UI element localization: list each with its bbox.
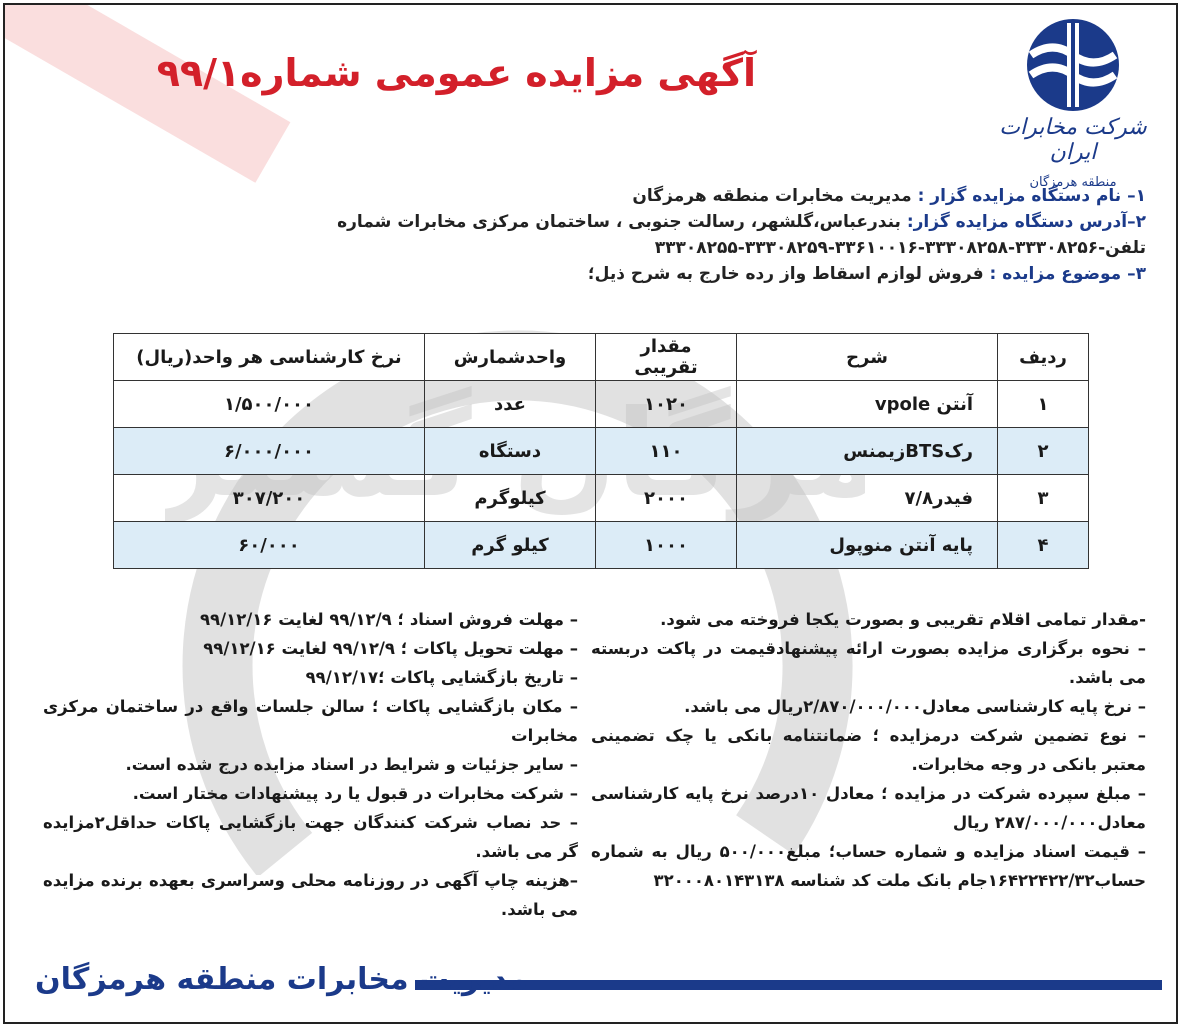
col-header-quantity: مقدار تقریبی [596, 334, 737, 381]
term-item: – تاریخ بازگشایی پاکات ؛۹۹/۱۲/۱۷ [305, 668, 578, 687]
term-item: – نحوه برگزاری مزایده بصورت ارائه پیشنهادقیمت در پاکت دربسته می باشد. [591, 639, 1146, 687]
cell-quantity: ۱۰۰۰ [596, 522, 737, 569]
term-item: –هزینه چاپ آگهی در روزنامه محلی وسراسری بعهده برنده مزایده می باشد. [43, 871, 578, 919]
cell-row-number: ۲ [998, 428, 1089, 475]
info-item-3-value: فروش لوازم اسقاط واز رده خارج به شرح ذیل؛ [587, 264, 990, 284]
cell-unit: دستگاه [425, 428, 596, 475]
company-logo [998, 15, 1148, 190]
info-item-3-label: ۳– موضوع مزایده : [989, 264, 1146, 284]
cell-unit-price: ۶۰/۰۰۰ [114, 522, 425, 569]
cell-description: پایه آنتن منوپول [737, 522, 998, 569]
cell-unit: عدد [425, 381, 596, 428]
terms-right-column [591, 605, 1146, 895]
table-row [114, 381, 1089, 428]
cell-unit: کیلو گرم [425, 522, 596, 569]
table-row [114, 522, 1089, 569]
col-header-unit-price: نرخ کارشناسی هر واحد(ریال) [114, 334, 425, 381]
col-header-description: شرح [737, 334, 998, 381]
telecom-logo-icon [1023, 15, 1123, 115]
term-item: – نوع تضمین شرکت درمزایده ؛ ضمانتنامه بانکی یا چک تضمینی معتبر بانکی در وجه مخابرات. [591, 726, 1146, 774]
info-item-1-label: ۱– نام دستگاه مزایده گزار : [917, 186, 1146, 206]
info-item-1-value: مدیریت مخابرات منطقه هرمزگان [632, 186, 918, 206]
term-item: – مهلت فروش اسناد ؛ ۹۹/۱۲/۹ لغایت ۹۹/۱۲/۱۶ [199, 610, 578, 629]
notice-info [36, 183, 1146, 287]
cell-description: آنتن vpole [737, 381, 998, 428]
term-item: – مهلت تحویل پاکات ؛ ۹۹/۱۲/۹ لغایت ۹۹/۱۲/۱۶ [203, 639, 578, 658]
term-item: – مکان بازگشایی پاکات ؛ سالن جلسات واقع در ساختمان مرکزی مخابرات [43, 697, 578, 745]
cell-quantity: ۱۱۰ [596, 428, 737, 475]
term-item: – مبلغ سپرده شرکت در مزایده ؛ معادل ۱۰درصد نرخ پایه کارشناسی معادل۲۸۷/۰۰۰/۰۰۰ ریال [591, 784, 1146, 832]
cell-quantity: ۲۰۰۰ [596, 475, 737, 522]
info-item-2-value: بندرعباس،گلشهر، رسالت جنوبی ، ساختمان مرکزی مخابرات شماره تلفن-۳۳۳۰۸۲۵۶-۳۳۳۰۸۲۵۸-۳۳۶۱۰۰۱۶-۳۳۳۰۸۲۵۹-۳۳۳۰۸۲۵۵ [337, 212, 1146, 258]
cell-unit-price: ۱/۵۰۰/۰۰۰ [114, 381, 425, 428]
cell-description: رکBTSزیمنس [737, 428, 998, 475]
info-item-1 [36, 183, 1146, 209]
col-header-row-number: ردیف [998, 334, 1089, 381]
cell-quantity: ۱۰۲۰ [596, 381, 737, 428]
cell-unit-price: ۳۰۷/۲۰۰ [114, 475, 425, 522]
term-item: -مقدار تمامی اقلام تقریبی و بصورت یکجا فروخته می شود. [660, 610, 1146, 629]
term-item: – نرخ پایه کارشناسی معادل۲/۸۷۰/۰۰۰/۰۰۰ریال می باشد. [684, 697, 1146, 716]
term-item: – شرکت مخابرات در قبول یا رد پیشنهادات مختار است. [132, 784, 578, 803]
notice-page [3, 3, 1178, 1024]
cell-row-number: ۴ [998, 522, 1089, 569]
cell-unit-price: ۶/۰۰۰/۰۰۰ [114, 428, 425, 475]
cell-unit: کیلوگرم [425, 475, 596, 522]
term-item: – حد نصاب شرکت کنندگان جهت بازگشایی پاکات حداقل۲مزایده گر می باشد. [43, 813, 578, 861]
info-item-3 [36, 261, 1146, 287]
cell-row-number: ۱ [998, 381, 1089, 428]
terms-left-column [43, 605, 578, 924]
term-item: – سایر جزئیات و شرایط در اسناد مزایده درج شده است. [125, 755, 578, 774]
info-item-2-label: ۲–آدرس دستگاه مزایده گزار: [906, 212, 1146, 232]
footer-signature: مدیریت مخابرات منطقه هرمزگان [35, 962, 528, 997]
info-item-2 [36, 209, 1146, 261]
table-row [114, 475, 1089, 522]
cell-description: فیدر۷/۸ [737, 475, 998, 522]
logo-region: منطقه هرمزگان [1029, 175, 1117, 190]
footer [5, 960, 1176, 1010]
term-item: – قیمت اسناد مزایده و شماره حساب؛ مبلغ۵۰۰/۰۰۰ ریال به شماره حساب۱۶۴۲۲۴۲۲/۳۲جام بانک ملت کد شناسه ۳۲۰۰۰۸۰۱۴۳۱۳۸ [591, 842, 1147, 890]
page-title: آگهی مزایده عمومی شماره۹۹/۱ [156, 51, 756, 95]
items-table [113, 333, 1089, 569]
table-header-row [114, 334, 1089, 381]
logo-company-name: شرکت مخابرات ایران [999, 115, 1147, 165]
table-row [114, 428, 1089, 475]
cell-row-number: ۳ [998, 475, 1089, 522]
col-header-unit: واحدشمارش [425, 334, 596, 381]
